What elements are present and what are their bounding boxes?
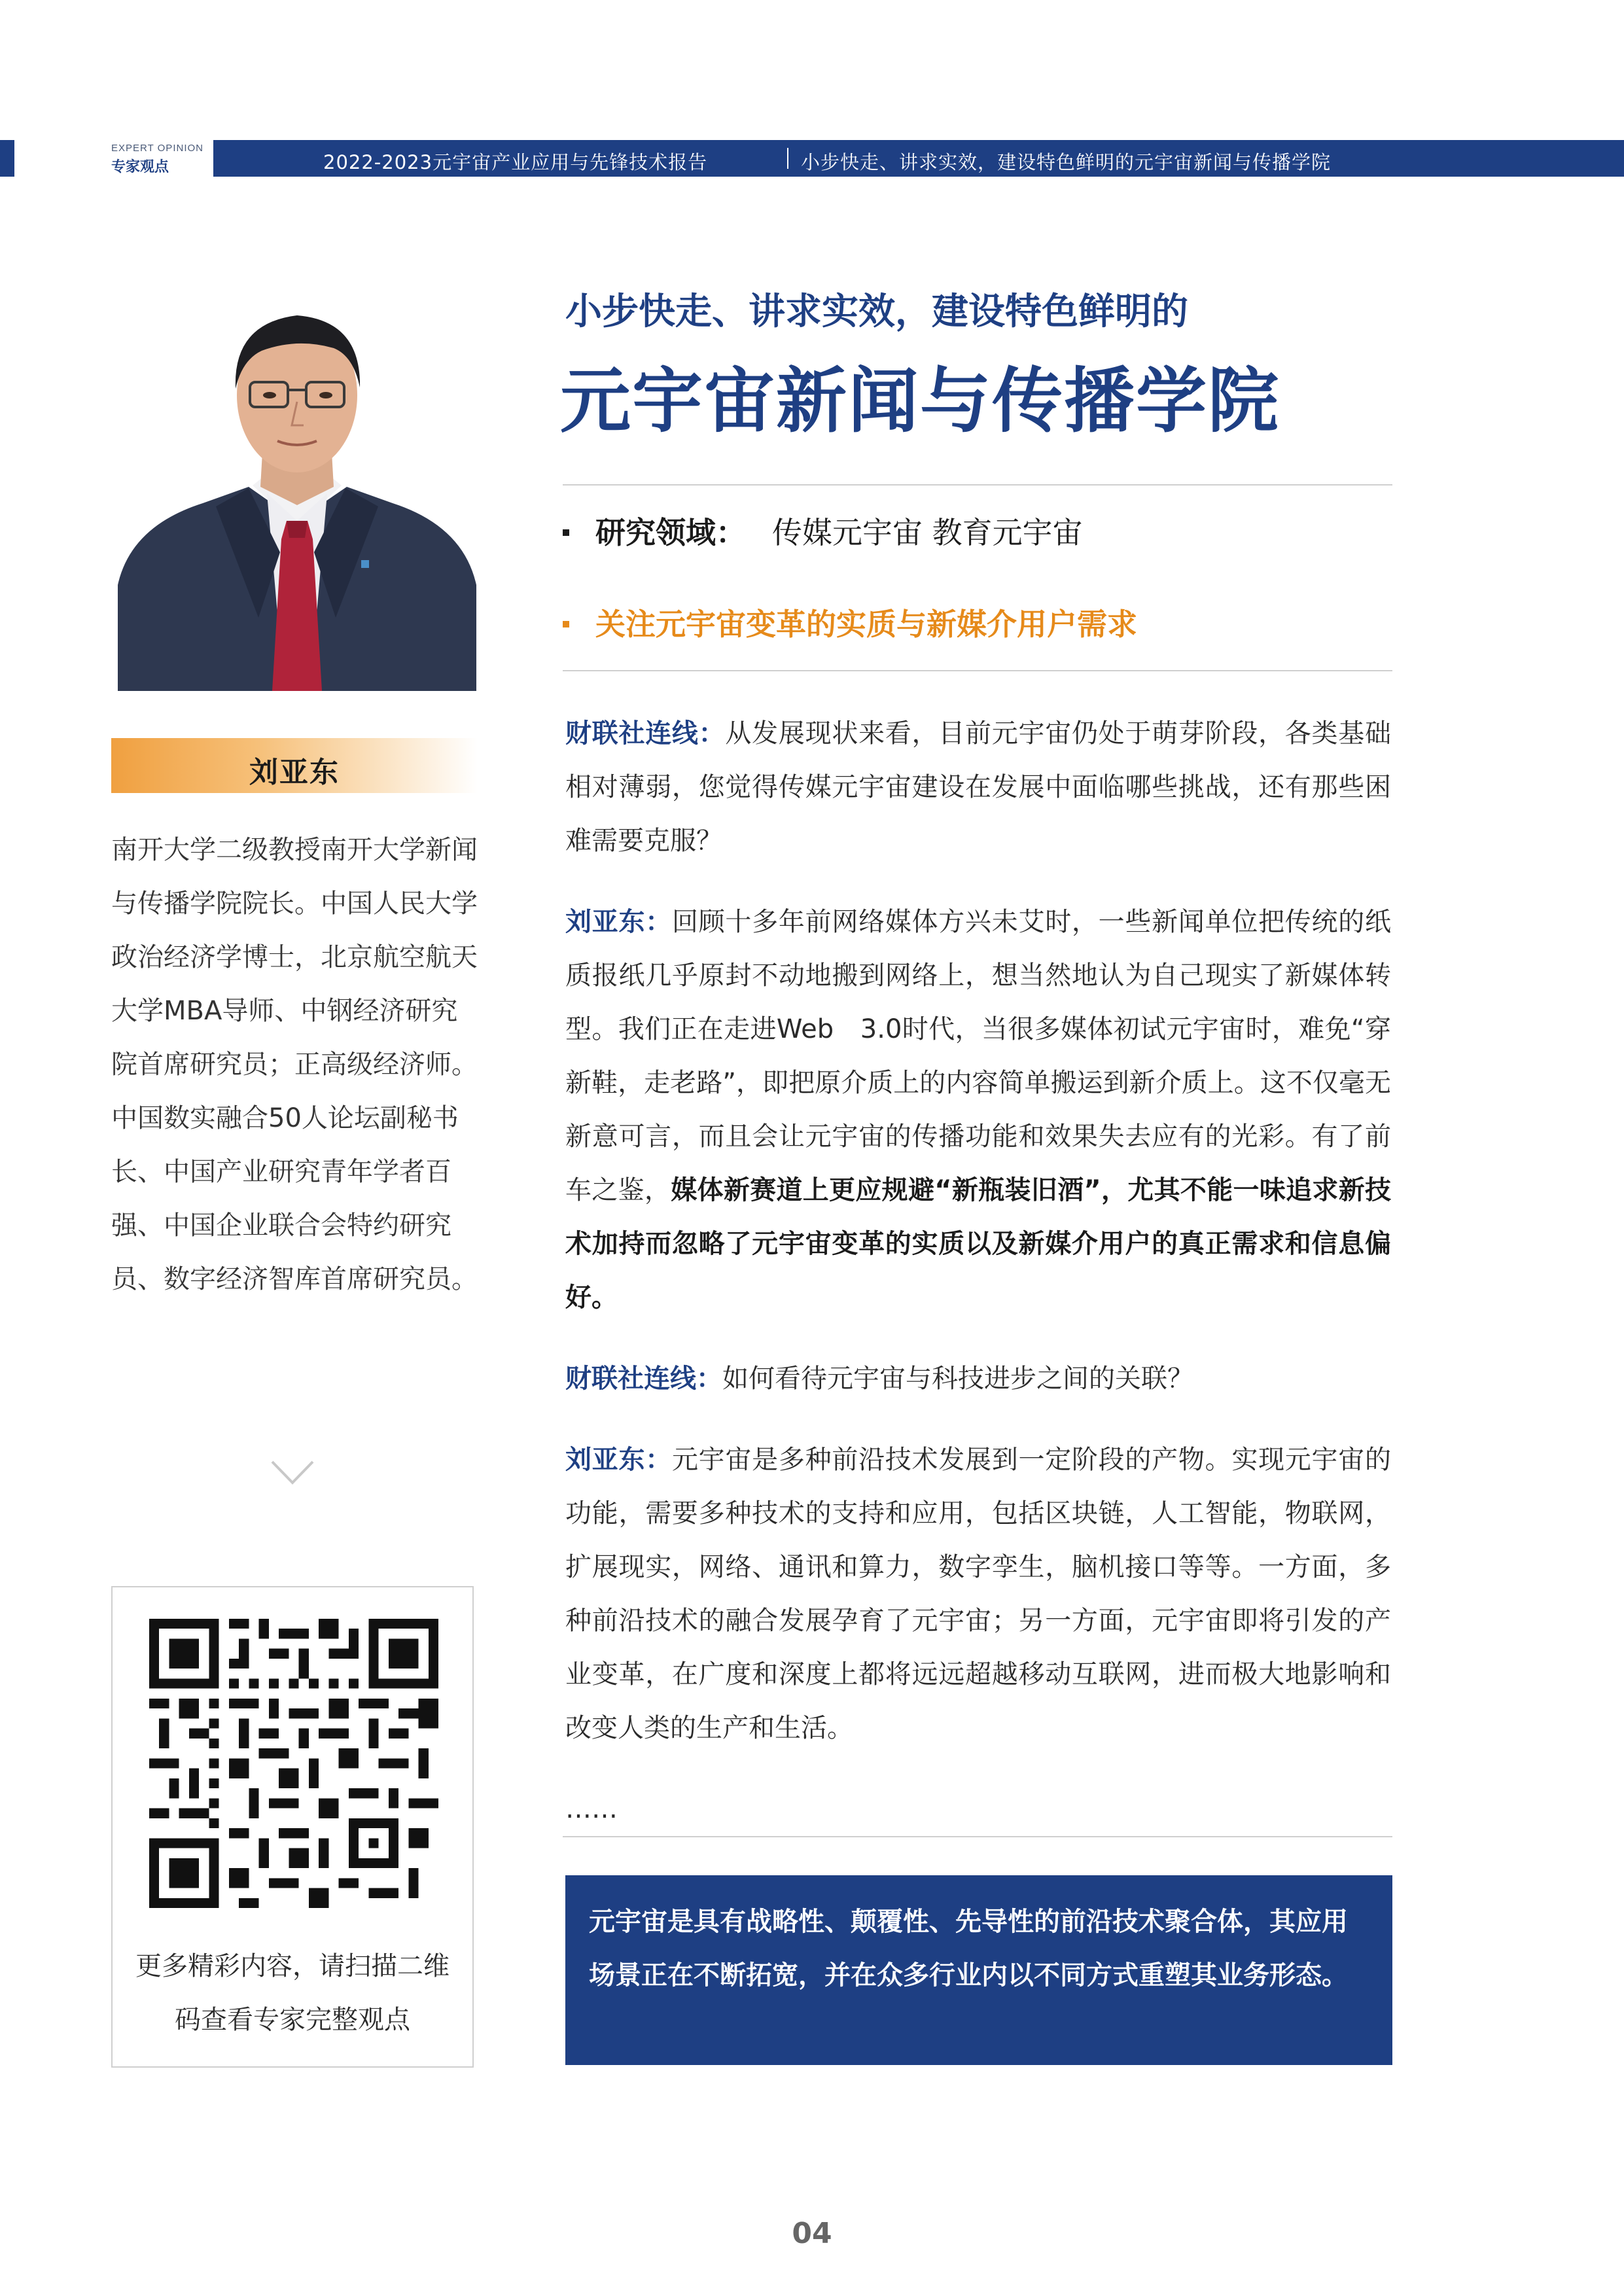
ellipsis: ……	[565, 1794, 618, 1824]
research-field	[563, 509, 1083, 552]
qa-paragraph	[565, 1352, 1391, 1405]
divider-top	[563, 484, 1392, 486]
article-kicker: 小步快走、讲求实效，建设特色鲜明的	[565, 290, 1188, 333]
expert-portrait	[118, 277, 476, 691]
bullet-icon	[563, 529, 569, 536]
paragraph-text: 元宇宙是多种前沿技术发展到一定阶段的产物。实现元宇宙的功能，需要多种技术的支持和应用，包括区块链，人工智能，物联网，扩展现实，网络、通讯和算力，数字孪生，脑机接口等等。一方面，多种前沿技术的融合发展孕育了元宇宙；另一方面，元宇宙即将引发的产业变革，在广度和深度上都将远远超越移动互联网，进而极大地影响和改变人类的生产和生活。	[565, 1445, 1392, 1743]
header-divider	[787, 148, 788, 169]
expert-name-plate	[111, 738, 478, 793]
qa-paragraph	[565, 1433, 1391, 1755]
paragraph-text: 如何看待元宇宙与科技进步之间的关联？	[722, 1364, 1193, 1394]
paragraph-text: 从发展现状来看，目前元宇宙仍处于萌芽阶段，各类基础相对薄弱，您觉得传媒元宇宙建设在发展中面临哪些挑战，还有那些困难需要克服？	[565, 718, 1392, 856]
header-bar	[0, 140, 1624, 177]
expert-bio: 南开大学二级教授南开大学新闻与传播学院院长。中国人民大学政治经济学博士，北京航空航天大学MBA导师、中钢经济研究院首席研究员；正高级经济师。中国数实融合50人论坛副秘书长、中国产业研究青年学者百强、中国企业联合会特约研究员、数字经济智库首席研究员。	[111, 835, 478, 1294]
bullet-icon	[563, 621, 569, 627]
qr-code-box	[111, 1586, 474, 2068]
divider-bottom	[563, 1836, 1392, 1837]
chevron-down-icon	[270, 1458, 315, 1487]
divider-middle	[563, 670, 1392, 671]
article-title: 元宇宙新闻与传播学院	[560, 360, 1280, 442]
speaker-label: 刘亚东：	[565, 1445, 672, 1475]
speaker-label: 刘亚东：	[565, 907, 672, 937]
speaker-label: 财联社连线：	[565, 1364, 722, 1394]
qr-code-icon[interactable]	[149, 1619, 438, 1908]
page-number: 04	[792, 2217, 832, 2250]
report-title: 2022-2023元宇宙产业应用与先锋技术报告	[323, 151, 708, 173]
speaker-label: 财联社连线：	[565, 718, 726, 749]
focus-line	[563, 601, 1137, 644]
paragraph-text: 回顾十多年前网络媒体方兴未艾时，一些新闻单位把传统的纸质报纸几乎原封不动地搬到网络上，想当然地认为自己现实了新媒体转型。我们正在走进Web 3.0时代，当很多媒体初试元宇宙时，难免“穿新鞋，走老路”，即把原介质上的内容简单搬运到新介质上。这不仅毫无新意可言，而且会让元宇宙的传播功能和效果失去应有的光彩。有了前车之鉴，	[565, 907, 1392, 1205]
article-body	[565, 707, 1391, 1863]
qa-paragraph	[565, 707, 1391, 868]
callout-text: 元宇宙是具有战略性、颠覆性、先导性的前沿技术聚合体，其应用场景正在不断拓宽，并在众多行业内以不同方式重塑其业务形态。	[589, 1907, 1348, 1990]
header-article-title: 小步快走、讲求实效，建设特色鲜明的元宇宙新闻与传播学院	[801, 151, 1332, 173]
section-tag-cn: 专家观点	[111, 158, 169, 175]
section-tag-en: EXPERT OPINION	[111, 143, 203, 154]
qr-caption: 更多精彩内容，请扫描二维码查看专家完整观点	[135, 1951, 450, 2035]
research-field-value: 传媒元宇宙 教育元宇宙	[772, 515, 1083, 550]
emphasis-text: 媒体新赛道上更应规避“新瓶装旧酒”，尤其不能一味追求新技术加持而忽略了元宇宙变革的实质以及新媒介用户的真正需求和信息偏好。	[565, 1175, 1392, 1313]
qa-paragraph	[565, 895, 1391, 1324]
expert-name: 刘亚东	[249, 756, 340, 789]
focus-text: 关注元宇宙变革的实质与新媒介用户需求	[595, 607, 1137, 642]
callout-box	[565, 1875, 1392, 2065]
research-field-label: 研究领域：	[595, 515, 746, 550]
section-tag	[0, 140, 213, 177]
